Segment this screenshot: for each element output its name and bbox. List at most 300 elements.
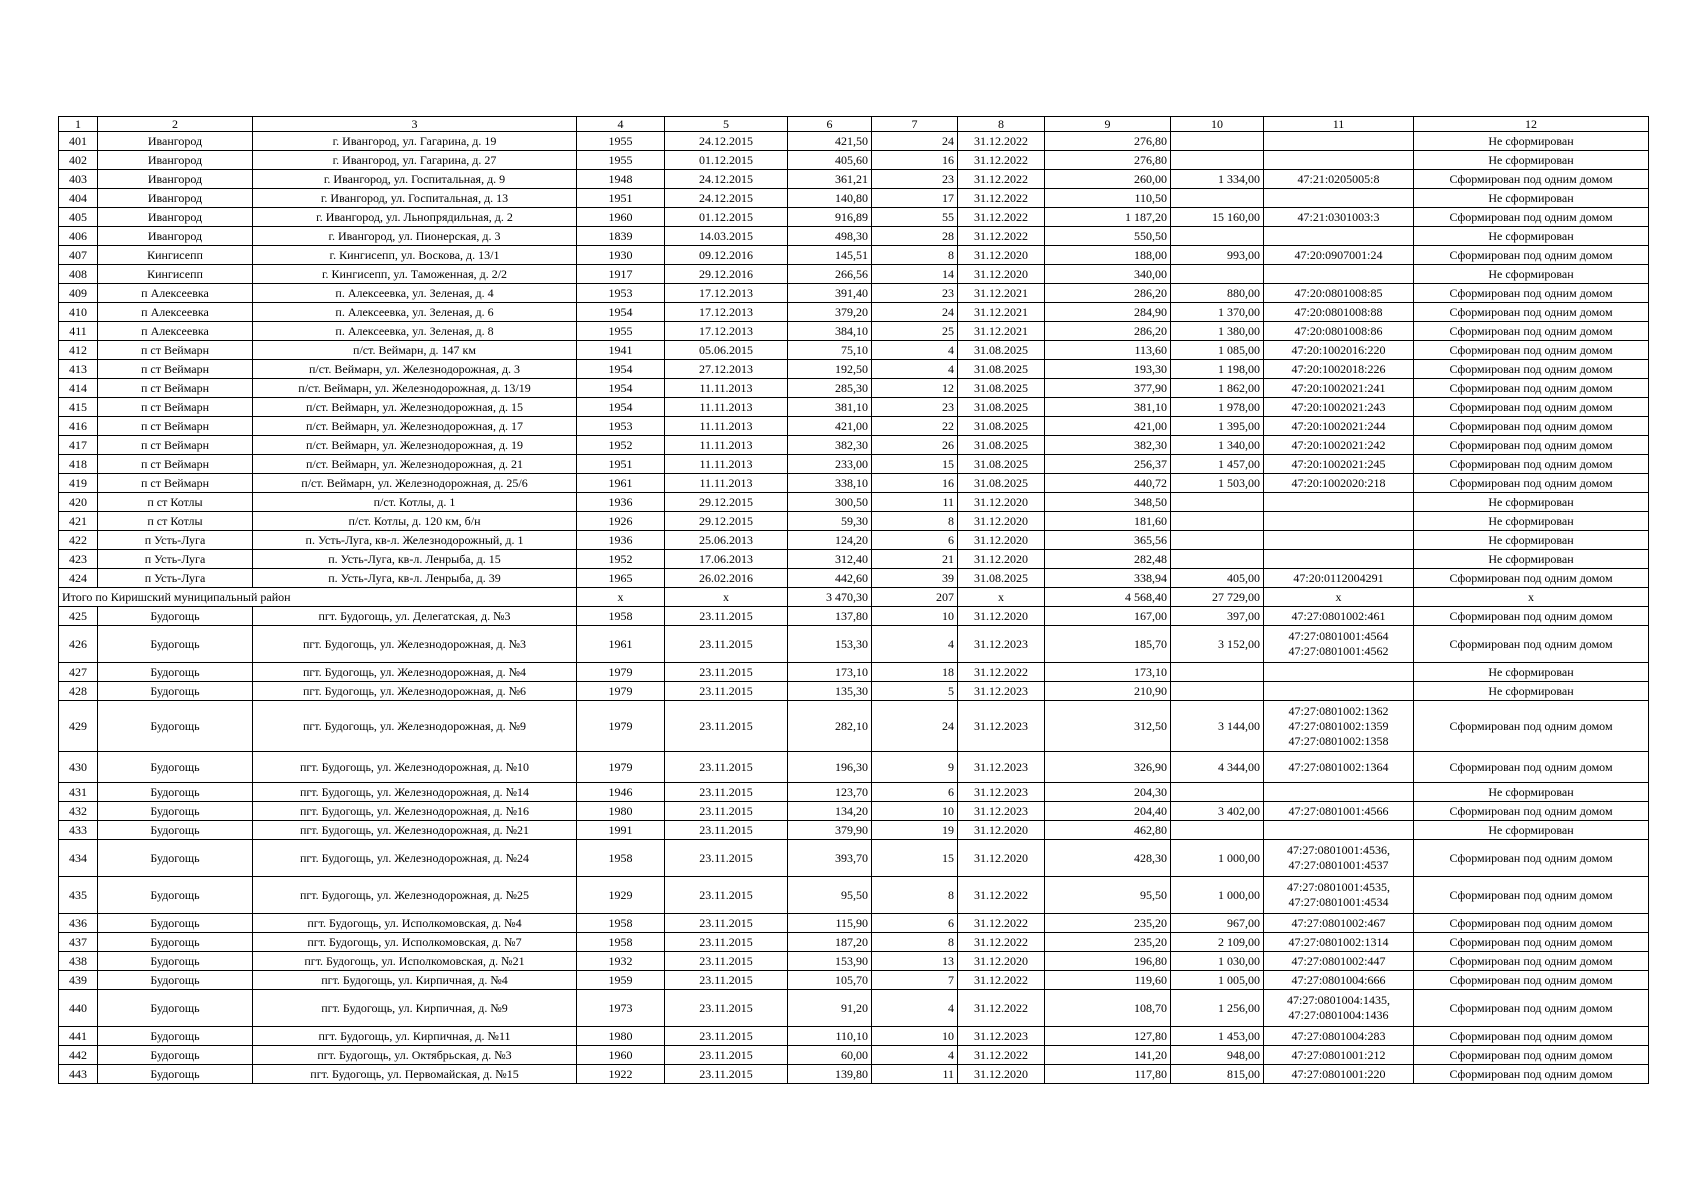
total-area: 421,00 [788,417,872,436]
construction-year: 1926 [577,512,665,531]
living-area: 196,80 [1045,952,1171,971]
house-address: г. Ивангород, ул. Госпитальная, д. 9 [253,170,577,189]
cadastral-number-line: 47:27:0801004:666 [1291,972,1386,987]
row-number: 440 [59,990,98,1027]
land-plot-status: Сформирован под одним домом [1414,802,1649,821]
total-area: 145,51 [788,246,872,265]
residents-count: 39 [872,569,958,588]
date: 23.11.2015 [665,1065,788,1084]
living-area: 95,50 [1045,877,1171,914]
planned-date: 31.12.2022 [958,1046,1045,1065]
settlement-name: Будогощь [98,914,253,933]
column-number-4: 4 [577,117,665,132]
land-plot-status: Не сформирован [1414,151,1649,170]
residents-count: 22 [872,417,958,436]
row-number: 406 [59,227,98,246]
cadastral-number-line: 47:20:1002021:243 [1291,399,1386,414]
row-number: 422 [59,531,98,550]
cadastral-number [1264,682,1414,701]
planned-date: 31.08.2025 [958,417,1045,436]
living-area: 185,70 [1045,626,1171,663]
construction-year: 1980 [577,802,665,821]
residents-count: 11 [872,493,958,512]
construction-year: 1979 [577,701,665,752]
settlement-name: Будогощь [98,783,253,802]
construction-year: 1952 [577,436,665,455]
house-address: п/ст. Веймарн, ул. Железнодорожная, д. 15 [253,398,577,417]
row-number: 437 [59,933,98,952]
total-area: 338,10 [788,474,872,493]
cadastral-number [1264,227,1414,246]
cadastral-number [1264,322,1414,341]
total-area: 105,70 [788,971,872,990]
cadastral-number-line: 47:27:0801002:1358 [1288,733,1389,748]
cadastral-number-line: 47:27:0801001:4535, [1286,880,1390,894]
row-number: 426 [59,626,98,663]
living-area: 276,80 [1045,151,1171,170]
settlement-name: п ст Веймарн [98,474,253,493]
residents-count: 15 [872,840,958,877]
cadastral-number [1264,569,1414,588]
table-row [59,701,1649,752]
living-area: 127,80 [1045,1027,1171,1046]
total-area: 153,90 [788,952,872,971]
planned-date: 31.12.2022 [958,877,1045,914]
construction-year: 1951 [577,455,665,474]
cadastral-number-line: 47:27:0801002:1314 [1288,934,1389,949]
date: 23.11.2015 [665,971,788,990]
residents-count: 17 [872,189,958,208]
total-area: 382,30 [788,436,872,455]
table-row [59,303,1649,322]
row-number: 402 [59,151,98,170]
cadastral-number-line: 47:27:0801001:220 [1291,1066,1386,1081]
planned-date: 31.12.2022 [958,208,1045,227]
land-area: 1 395,00 [1171,417,1264,436]
row-number: 427 [59,663,98,682]
date: 11.11.2013 [665,379,788,398]
cadastral-number [1264,360,1414,379]
construction-year: 1948 [577,170,665,189]
planned-date: 31.12.2022 [958,914,1045,933]
land-plot-status: Сформирован под одним домом [1414,208,1649,227]
cadastral-number [1264,840,1414,877]
residents-count: 18 [872,663,958,682]
total-area: 60,00 [788,1046,872,1065]
table-row [59,512,1649,531]
residents-count: 9 [872,752,958,783]
cadastral-number-line: 47:20:0801008:86 [1294,323,1383,338]
land-plot-status: Сформирован под одним домом [1414,246,1649,265]
settlement-name: Будогощь [98,626,253,663]
construction-year: 1839 [577,227,665,246]
row-number: 421 [59,512,98,531]
date: 11.11.2013 [665,417,788,436]
living-area: 188,00 [1045,246,1171,265]
house-address: г. Ивангород, ул. Гагарина, д. 27 [253,151,577,170]
row-number: 429 [59,701,98,752]
land-plot-status: Не сформирован [1414,512,1649,531]
settlement-name: п Алексеевка [98,303,253,322]
row-number: 412 [59,341,98,360]
row-number: 404 [59,189,98,208]
date: 24.12.2015 [665,170,788,189]
date: 26.02.2016 [665,569,788,588]
living-area: 181,60 [1045,512,1171,531]
cadastral-number-line: 47:20:0907001:24 [1294,247,1383,262]
planned-date: 31.12.2023 [958,752,1045,783]
total-area: 123,70 [788,783,872,802]
settlement-name: Ивангород [98,189,253,208]
row-number: 431 [59,783,98,802]
house-address: пгт. Будогощь, ул. Исполкомовская, д. №7 [253,933,577,952]
planned-date: 31.12.2022 [958,933,1045,952]
residents-count: 15 [872,455,958,474]
residents-count: 8 [872,877,958,914]
column-number-3: 3 [253,117,577,132]
total-area: 285,30 [788,379,872,398]
residents-count: 8 [872,246,958,265]
construction-year: 1936 [577,493,665,512]
total-area: 312,40 [788,550,872,569]
cadastral-number [1264,990,1414,1027]
row-number: 415 [59,398,98,417]
cadastral-number [1264,417,1414,436]
land-area [1171,151,1264,170]
land-area: 2 109,00 [1171,933,1264,952]
land-plot-status: Сформирован под одним домом [1414,971,1649,990]
living-area: 256,37 [1045,455,1171,474]
land-area: 1 005,00 [1171,971,1264,990]
house-address: пгт. Будогощь, ул. Кирпичная, д. №9 [253,990,577,1027]
construction-year: 1965 [577,569,665,588]
row-number: 405 [59,208,98,227]
planned-date: 31.12.2021 [958,284,1045,303]
row-number: 410 [59,303,98,322]
total-area: 75,10 [788,341,872,360]
table-row [59,189,1649,208]
total-area: 282,10 [788,701,872,752]
living-area: 119,60 [1045,971,1171,990]
planned-date: 31.12.2023 [958,802,1045,821]
cadastral-number-line: 47:27:0801002:467 [1291,915,1386,930]
settlement-name: Будогощь [98,663,253,682]
residents-count: 10 [872,802,958,821]
cadastral-number-line: 47:27:0801004:1436 [1288,1008,1389,1022]
land-area: 1 334,00 [1171,170,1264,189]
settlement-name: Будогощь [98,752,253,783]
living-area: 108,70 [1045,990,1171,1027]
construction-year: 1932 [577,952,665,971]
planned-date: 31.12.2023 [958,783,1045,802]
house-address: пгт. Будогощь, ул. Железнодорожная, д. №9 [253,701,577,752]
date: 23.11.2015 [665,914,788,933]
date: 29.12.2016 [665,265,788,284]
table-row [59,840,1649,877]
table-row [59,877,1649,914]
house-address: п/ст. Веймарн, д. 147 км [253,341,577,360]
cadastral-number-line: 47:20:0801008:88 [1294,304,1383,319]
house-address: п/ст. Веймарн, ул. Железнодорожная, д. 17 [253,417,577,436]
land-area [1171,189,1264,208]
planned-date: 31.12.2020 [958,821,1045,840]
column-number-10: 10 [1171,117,1264,132]
living-area: 141,20 [1045,1046,1171,1065]
planned-date: 31.12.2022 [958,189,1045,208]
construction-year: 1958 [577,840,665,877]
land-area: 405,00 [1171,569,1264,588]
settlement-name: п Усть-Луга [98,569,253,588]
house-address: пгт. Будогощь, ул. Железнодорожная, д. №10 [253,752,577,783]
land-plot-status: Сформирован под одним домом [1414,341,1649,360]
land-plot-status: Сформирован под одним домом [1414,626,1649,663]
land-plot-status: Не сформирован [1414,821,1649,840]
total-area: 381,10 [788,398,872,417]
date: 23.11.2015 [665,682,788,701]
cadastral-number [1264,550,1414,569]
date: 24.12.2015 [665,189,788,208]
total-area: 384,10 [788,322,872,341]
living-area: 312,50 [1045,701,1171,752]
cadastral-number-line: 47:20:1002021:241 [1291,380,1386,395]
cadastral-number-line: 47:27:0801001:4566 [1288,803,1389,818]
cadastral-number [1264,802,1414,821]
table-row [59,607,1649,626]
land-area: 3 402,00 [1171,802,1264,821]
date: 23.11.2015 [665,1046,788,1065]
construction-year: 1952 [577,550,665,569]
house-address: пгт. Будогощь, ул. Железнодорожная, д. №6 [253,682,577,701]
table-row [59,284,1649,303]
living-area: 462,80 [1045,821,1171,840]
date: 23.11.2015 [665,990,788,1027]
living-area: 235,20 [1045,914,1171,933]
living-area: 204,30 [1045,783,1171,802]
planned-date: 31.12.2020 [958,1065,1045,1084]
settlement-name: Будогощь [98,701,253,752]
settlement-name: п Алексеевка [98,284,253,303]
date: 05.06.2015 [665,341,788,360]
living-area: 550,50 [1045,227,1171,246]
living-area: 235,20 [1045,933,1171,952]
total-date: x [665,588,788,607]
row-number: 439 [59,971,98,990]
construction-year: 1951 [577,189,665,208]
column-number-7: 7 [872,117,958,132]
cadastral-number [1264,783,1414,802]
living-area: 193,30 [1045,360,1171,379]
cadastral-number [1264,933,1414,952]
table-row [59,379,1649,398]
residents-count: 14 [872,265,958,284]
planned-date: 31.12.2022 [958,990,1045,1027]
planned-date: 31.12.2022 [958,151,1045,170]
total-area: 3 470,30 [788,588,872,607]
planned-date: 31.12.2023 [958,682,1045,701]
settlement-name: Будогощь [98,840,253,877]
cadastral-number-line: 47:20:0112004291 [1293,570,1384,585]
total-area: 59,30 [788,512,872,531]
land-plot-status: Сформирован под одним домом [1414,914,1649,933]
column-number-row [59,117,1649,132]
date: 23.11.2015 [665,802,788,821]
total-area: 187,20 [788,933,872,952]
column-number-2: 2 [98,117,253,132]
residents-count: 24 [872,303,958,322]
land-area: 3 152,00 [1171,626,1264,663]
cadastral-number-line: 47:27:0801002:1364 [1288,759,1389,774]
planned-date: 31.12.2022 [958,663,1045,682]
settlement-name: Кингисепп [98,265,253,284]
cadastral-number-line: 47:27:0801001:212 [1291,1047,1386,1062]
residents-count: 8 [872,512,958,531]
land-plot-status: Сформирован под одним домом [1414,455,1649,474]
residents-count: 11 [872,1065,958,1084]
house-address: пгт. Будогощь, ул. Исполкомовская, д. №21 [253,952,577,971]
land-plot-status: Сформирован под одним домом [1414,436,1649,455]
planned-date: 31.12.2020 [958,531,1045,550]
land-plot-status: Не сформирован [1414,783,1649,802]
settlement-name: п ст Веймарн [98,417,253,436]
cadastral-number [1264,341,1414,360]
settlement-name: п Усть-Луга [98,550,253,569]
construction-year: 1961 [577,474,665,493]
land-plot-status: Не сформирован [1414,531,1649,550]
cadastral-number-line: 47:21:0301003:3 [1297,209,1380,224]
residents-count: 7 [872,971,958,990]
planned-date: 31.12.2020 [958,246,1045,265]
table-row [59,170,1649,189]
cadastral-number [1264,971,1414,990]
cadastral-number-line: 47:27:0801004:1435, [1286,993,1390,1007]
table-row [59,550,1649,569]
cadastral-number-line: 47:27:0801002:461 [1291,608,1386,623]
settlement-name: п ст Котлы [98,512,253,531]
planned-date: 31.08.2025 [958,436,1045,455]
table-row [59,455,1649,474]
cadastral-number-line: 47:20:1002021:242 [1291,437,1386,452]
table-row [59,360,1649,379]
land-area [1171,132,1264,151]
planned-date: 31.12.2020 [958,512,1045,531]
residents-count: 10 [872,607,958,626]
date: 09.12.2016 [665,246,788,265]
living-area: 428,30 [1045,840,1171,877]
construction-year: 1960 [577,208,665,227]
construction-year: 1955 [577,322,665,341]
cadastral-number-line: 47:20:1002018:226 [1291,361,1386,376]
table-row [59,1027,1649,1046]
settlement-name: Ивангород [98,227,253,246]
total-area: 405,60 [788,151,872,170]
total-area: 153,30 [788,626,872,663]
residents-count: 16 [872,474,958,493]
total-area: 442,60 [788,569,872,588]
total-area: 393,70 [788,840,872,877]
land-area: 1 000,00 [1171,877,1264,914]
construction-year: 1954 [577,360,665,379]
planned-date: 31.12.2023 [958,701,1045,752]
construction-year: 1955 [577,151,665,170]
house-address: п/ст. Веймарн, ул. Железнодорожная, д. 19 [253,436,577,455]
total-area: 95,50 [788,877,872,914]
house-address: пгт. Будогощь, ул. Железнодорожная, д. №14 [253,783,577,802]
construction-year: 1954 [577,398,665,417]
settlement-name: Будогощь [98,682,253,701]
date: 23.11.2015 [665,663,788,682]
residents-count: 23 [872,284,958,303]
house-address: п/ст. Веймарн, ул. Железнодорожная, д. 21 [253,455,577,474]
planned-date: 31.12.2022 [958,227,1045,246]
settlement-name: Будогощь [98,990,253,1027]
cadastral-number [1264,436,1414,455]
total-area: 379,20 [788,303,872,322]
land-plot-status: Сформирован под одним домом [1414,1046,1649,1065]
cadastral-number-line: 47:20:1002021:245 [1291,456,1386,471]
cadastral-number-line: 47:20:1002016:220 [1291,342,1386,357]
construction-year: 1941 [577,341,665,360]
cadastral-number-line: 47:27:0801001:4564 [1288,629,1389,643]
row-number: 414 [59,379,98,398]
land-plot-status: Сформирован под одним домом [1414,607,1649,626]
total-status: x [1414,588,1649,607]
residents-count: 24 [872,701,958,752]
residents-count: 4 [872,990,958,1027]
cadastral-number [1264,284,1414,303]
construction-year: 1980 [577,1027,665,1046]
construction-year: 1961 [577,626,665,663]
date: 23.11.2015 [665,752,788,783]
table-row [59,436,1649,455]
land-area: 815,00 [1171,1065,1264,1084]
house-address: пгт. Будогощь, ул. Железнодорожная, д. №25 [253,877,577,914]
date: 14.03.2015 [665,227,788,246]
table-row [59,474,1649,493]
cadastral-number [1264,379,1414,398]
living-area: 286,20 [1045,322,1171,341]
land-plot-status: Сформирован под одним домом [1414,284,1649,303]
land-area: 948,00 [1171,1046,1264,1065]
row-number: 438 [59,952,98,971]
table-row [59,752,1649,783]
living-area: 204,40 [1045,802,1171,821]
land-plot-status: Сформирован под одним домом [1414,322,1649,341]
construction-year: 1954 [577,303,665,322]
settlement-name: п ст Котлы [98,493,253,512]
total-area: 140,80 [788,189,872,208]
residents-count: 6 [872,531,958,550]
construction-year: 1959 [577,971,665,990]
land-plot-status: Сформирован под одним домом [1414,952,1649,971]
living-area: 365,56 [1045,531,1171,550]
cadastral-number-line: 47:27:0801002:1362 [1288,703,1389,718]
construction-year: 1973 [577,990,665,1027]
land-plot-status: Сформирован под одним домом [1414,379,1649,398]
house-address: г. Кингисепп, ул. Таможенная, д. 2/2 [253,265,577,284]
residents-count: 4 [872,341,958,360]
land-area: 1 198,00 [1171,360,1264,379]
land-plot-status: Сформирован под одним домом [1414,360,1649,379]
row-number: 408 [59,265,98,284]
planned-date: 31.12.2020 [958,607,1045,626]
total-area: 135,30 [788,682,872,701]
living-area: 1 187,20 [1045,208,1171,227]
settlement-name: п ст Веймарн [98,436,253,455]
row-number: 407 [59,246,98,265]
table-row [59,952,1649,971]
settlement-name: Ивангород [98,132,253,151]
house-address: п. Алексеевка, ул. Зеленая, д. 6 [253,303,577,322]
